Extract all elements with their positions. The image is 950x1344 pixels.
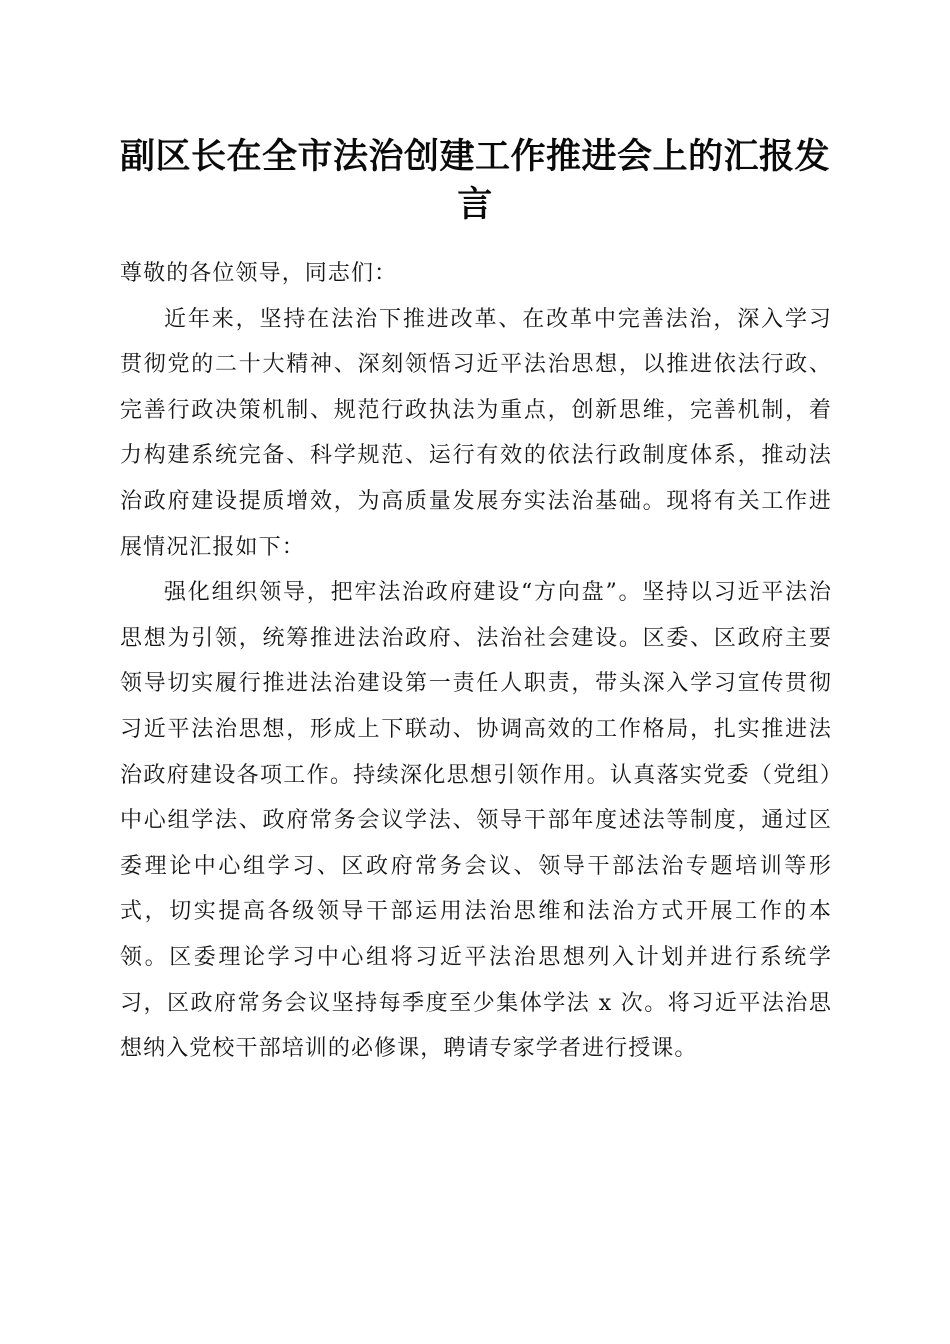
paragraph-organization-leadership: 强化组织领导，把牢法治政府建设“方向盘”。坚持以习近平法治思想为引领，统筹推进法治政府、法治社会建设。区委、区政府主要领导切实履行推进法治建设第一责任人职责，带头深入学习宣传贯彻习近平法治思想，形成上下联动、协调高效的工作格局，扎实推进法治政府建设各项工作。持续深化思想引领作用。认真落实党委（党组）中心组学法、政府常务会议学法、领导干部年度述法等制度，通过区委理论中心组学习、区政府常务会议、领导干部法治专题培训等形式，切实提高各级领导干部运用法治思维和法治方式开展工作的本领。区委理论学习中心组将习近平法治思想列入计划并进行系统学习，区政府常务会议坚持每季度至少集体学法 x 次。将习近平法治思想纳入党校干部培训的必修课，聘请专家学者进行授课。 bbox=[120, 580, 832, 1062]
paragraph-intro: 近年来，坚持在法治下推进改革、在改革中完善法治，深入学习贯彻党的二十大精神、深刻领悟习近平法治思想，以推进依法行政、完善行政决策机制、规范行政执法为重点，创新思维，完善机制，着力构建系统完备、科学规范、运行有效的依法行政制度体系，推动法治政府建设提质增效，为高质量发展夯实法治基础。现将有关工作进展情况汇报如下： bbox=[120, 306, 832, 560]
document-body bbox=[120, 251, 832, 1072]
document-title: 副区长在全市法治创建工作推进会上的汇报发言 bbox=[119, 136, 830, 225]
salutation: 尊敬的各位领导，同志们： bbox=[120, 261, 398, 286]
